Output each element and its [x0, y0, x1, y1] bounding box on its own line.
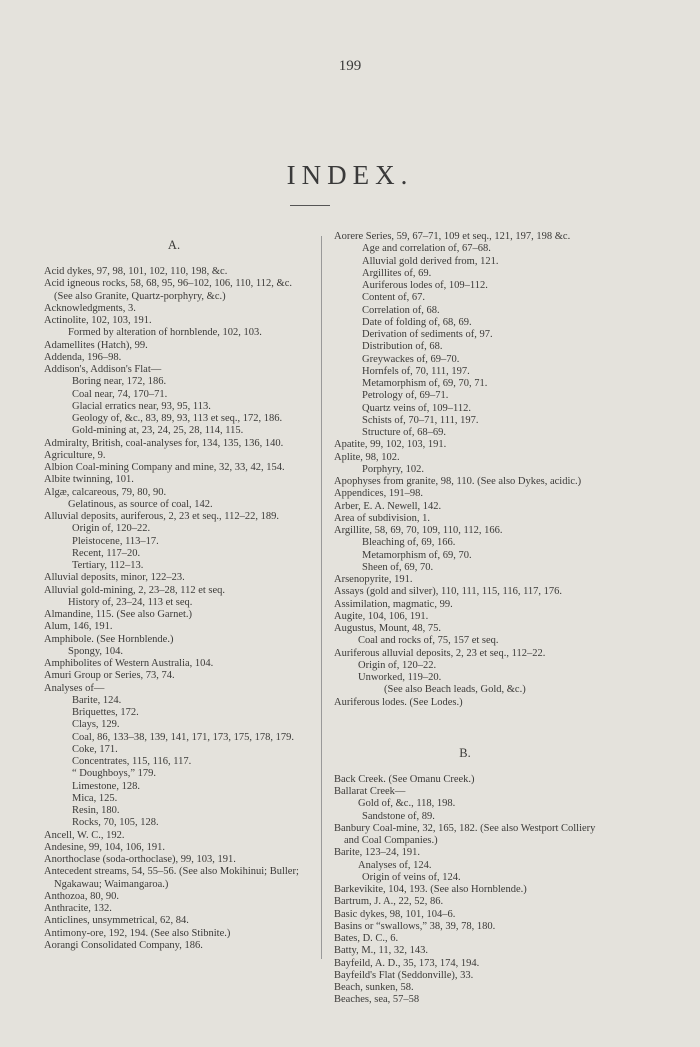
index-entry: Actinolite, 102, 103, 191. — [44, 315, 152, 326]
section-gap — [334, 709, 596, 739]
index-entry: Ballarat Creek— — [334, 786, 406, 797]
title-rule — [290, 205, 330, 206]
index-entry: Unworked, 119–20. — [358, 672, 442, 683]
index-entry: Age and correlation of, 67–68. — [362, 243, 491, 255]
index-entry: Algæ, calcareous, 79, 80, 90. — [44, 486, 167, 498]
index-entry: Clays, 129. — [72, 719, 120, 731]
index-entry: Auriferous lodes. (See Lodes.) — [334, 696, 463, 708]
index-entry: Coke, 171. — [72, 743, 118, 755]
index-entry: Origin of, 120–22. — [72, 523, 151, 535]
index-entry: Analyses of, 124. — [358, 859, 432, 871]
index-entry: Gold of, &c., 118, 198. — [358, 798, 456, 810]
index-entry: Resin, 180. — [72, 805, 120, 816]
index-entry: Limestone, 128. — [72, 780, 140, 792]
right-entry-list-a — [334, 231, 596, 709]
index-entry: Pleistocene, 113–17. — [72, 535, 159, 547]
index-entry: Area of subdivision, 1. — [334, 512, 430, 524]
page-number: 199 — [338, 58, 362, 74]
index-entry: Ancell, W. C., 192. — [44, 829, 125, 841]
index-entry: Almandine, 115. (See also Garnet.) — [44, 609, 193, 620]
index-entry: Argillite, 58, 69, 70, 109, 110, 112, 166. — [334, 525, 503, 536]
index-entry: Date of folding of, 68, 69. — [362, 316, 472, 328]
right-entry-list-b — [334, 774, 596, 1007]
index-entry: Porphyry, 102. — [362, 463, 425, 475]
index-entry: Banbury Coal-mine, 32, 165, 182. (See also Westport Colliery and Coal Companies.) — [334, 822, 596, 846]
section-heading-a: A. — [167, 238, 181, 252]
index-entry: Basic dykes, 98, 101, 104–6. — [334, 908, 456, 920]
index-entry: Coal near, 74, 170–71. — [72, 388, 168, 400]
index-entry: Albite twinning, 101. — [44, 474, 134, 486]
index-entry: Alluvial gold-mining, 2, 23–28, 112 et seq. — [44, 584, 226, 596]
index-entry: Briquettes, 172. — [72, 707, 139, 718]
index-entry: Content of, 67. — [362, 292, 425, 304]
index-entry: Aplite, 98, 102. — [334, 451, 400, 463]
index-entry: Arsenopyrite, 191. — [334, 574, 413, 585]
index-entry: Tertiary, 112–13. — [72, 560, 144, 571]
index-entry: Andesine, 99, 104, 106, 191. — [44, 841, 166, 853]
index-entry: Apatite, 99, 102, 103, 191. — [334, 439, 447, 451]
index-entry: Coal and rocks of, 75, 157 et seq. — [358, 635, 499, 647]
index-entry: Barite, 123–24, 191. — [334, 847, 421, 859]
index-entry: Distribution of, 68. — [362, 341, 443, 353]
index-entry: Concentrates, 115, 116, 117. — [72, 756, 192, 767]
index-entry: Acknowledgments, 3. — [44, 302, 136, 314]
index-entry: Anorthoclase (soda-orthoclase), 99, 103, 191. — [44, 854, 236, 865]
index-entry: Structure of, 68–69. — [362, 427, 446, 438]
index-entry: Amphibole. (See Hornblende.) — [44, 633, 174, 645]
index-entry: Alum, 146, 191. — [44, 621, 113, 633]
index-entry: Recent, 117–20. — [72, 547, 141, 559]
index-entry: Geology of, &c., 83, 89, 93, 113 et seq., 172, 186. — [72, 413, 283, 424]
index-entry: Assays (gold and silver), 110, 111, 115, 116, 117, 176. — [334, 586, 563, 598]
index-entry: Spongy, 104. — [68, 645, 124, 657]
index-entry: Coal, 86, 133–38, 139, 141, 171, 173, 175, 178, 179. — [72, 731, 294, 743]
index-entry: Back Creek. (See Omanu Creek.) — [334, 773, 475, 785]
index-entry: Augustus, Mount, 48, 75. — [334, 623, 442, 634]
index-entry: Bates, D. C., 6. — [334, 933, 399, 944]
section-heading-b: B. — [459, 745, 471, 760]
index-entry: Alluvial deposits, auriferous, 2, 23 et seq., 112–22, 189. — [44, 511, 279, 522]
index-entry: Hornfels of, 70, 111, 197. — [362, 365, 470, 377]
index-entry: Antecedent streams, 54, 55–56. (See also Mokihinui; Buller; Ngakawau; Waimangaroa.) — [44, 866, 299, 890]
index-entry: Quartz veins of, 109–112. — [362, 402, 471, 414]
index-entry: Correlation of, 68. — [362, 304, 440, 316]
index-entry: Alluvial deposits, minor, 122–23. — [44, 572, 185, 584]
index-entry: Antimony-ore, 192, 194. (See also Stibnite.) — [44, 927, 231, 939]
index-entry: Auriferous lodes of, 109–112. — [362, 280, 488, 291]
index-entry: Bleaching of, 69, 166. — [362, 537, 456, 549]
index-entry: Anticlines, unsymmetrical, 62, 84. — [44, 915, 189, 927]
index-entry: Alluvial gold derived from, 121. — [362, 255, 499, 267]
index-entry: Aorere Series, 59, 67–71, 109 et seq., 121, 197, 198 &c. — [334, 231, 571, 242]
index-entry: History of, 23–24, 113 et seq. — [68, 596, 193, 608]
index-entry: Albion Coal-mining Company and mine, 32, 33, 42, 154. — [44, 462, 285, 473]
index-entry: Greywackes of, 69–70. — [362, 353, 460, 365]
index-entry: Rocks, 70, 105, 128. — [72, 817, 159, 829]
page-title: INDEX. — [286, 160, 414, 190]
index-entry: Augite, 104, 106, 191. — [334, 610, 429, 622]
index-entry: Acid igneous rocks, 58, 68, 95, 96–102, 106, 110, 112, &c. (See also Granite, Quartz-porphyry, &c.) — [44, 278, 292, 302]
index-entry: Apophyses from granite, 98, 110. (See also Dykes, acidic.) — [334, 476, 582, 487]
index-entry: Agriculture, 9. — [44, 449, 106, 461]
index-entry: Appendices, 191–98. — [334, 488, 423, 500]
index-entry: Anthozoa, 80, 90. — [44, 890, 119, 902]
index-entry: Derivation of sediments of, 97. — [362, 329, 493, 340]
index-entry: (See also Beach leads, Gold, &c.) — [384, 684, 526, 696]
index-entry: Mica, 125. — [72, 792, 118, 804]
index-entry: Barite, 124. — [72, 694, 122, 706]
index-entry: Aorangi Consolidated Company, 186. — [44, 939, 203, 951]
index-entry: Sheen of, 69, 70. — [362, 561, 434, 573]
index-entry: Anthracite, 132. — [44, 903, 112, 914]
index-entry: Origin of, 120–22. — [358, 659, 437, 671]
index-entry: Beaches, sea, 57–58 — [334, 994, 420, 1006]
left-entry-list — [44, 266, 304, 952]
index-entry: Addison's, Addison's Flat— — [44, 364, 162, 375]
index-entry: Argillites of, 69. — [362, 267, 432, 279]
index-entry: Arber, E. A. Newell, 142. — [334, 500, 442, 512]
index-entry: Assimilation, magmatic, 99. — [334, 598, 453, 610]
left-column — [44, 231, 304, 952]
index-entry: Admiralty, British, coal-analyses for, 134, 135, 136, 140. — [44, 437, 284, 449]
index-entry: Amuri Group or Series, 73, 74. — [44, 670, 175, 682]
index-entry: Auriferous alluvial deposits, 2, 23 et seq., 112–22. — [334, 647, 546, 659]
index-entry: Gold-mining at, 23, 24, 25, 28, 114, 115. — [72, 425, 244, 437]
right-column — [334, 231, 596, 1007]
index-entry: Boring near, 172, 186. — [72, 376, 167, 388]
index-entry: Formed by alteration of hornblende, 102, 103. — [68, 327, 262, 339]
index-entry: Bayfeild, A. D., 35, 173, 174, 194. — [334, 957, 480, 969]
index-entry: Amphibolites of Western Australia, 104. — [44, 658, 214, 669]
index-entry: Barkevikite, 104, 193. (See also Hornblende.) — [334, 884, 527, 895]
index-entry: Petrology of, 69–71. — [362, 390, 449, 402]
index-entry: Beach, sunken, 58. — [334, 982, 414, 993]
index-entry: Adamellites (Hatch), 99. — [44, 339, 148, 351]
index-entry: Metamorphism of, 69, 70, 71. — [362, 378, 488, 389]
index-entry: Schists of, 70–71, 111, 197. — [362, 414, 479, 426]
index-entry: Basins or “swallows,” 38, 39, 78, 180. — [334, 920, 496, 932]
index-entry: Analyses of— — [44, 682, 105, 694]
index-entry: Acid dykes, 97, 98, 101, 102, 110, 198, &c. — [44, 266, 228, 277]
index-entry: Metamorphism of, 69, 70. — [362, 549, 472, 561]
index-entry: Batty, M., 11, 32, 143. — [334, 945, 429, 957]
index-entry: Sandstone of, 89. — [362, 810, 435, 822]
index-entry: Bayfeild's Flat (Seddonville), 33. — [334, 969, 474, 981]
index-entry: Origin of veins of, 124. — [362, 871, 461, 883]
index-entry: Bartrum, J. A., 22, 52, 86. — [334, 896, 444, 908]
column-divider — [321, 236, 322, 959]
index-entry: “ Doughboys,” 179. — [72, 768, 156, 780]
index-entry: Glacial erratics near, 93, 95, 113. — [72, 400, 211, 412]
index-entry: Addenda, 196–98. — [44, 351, 122, 363]
index-entry: Gelatinous, as source of coal, 142. — [68, 498, 213, 510]
